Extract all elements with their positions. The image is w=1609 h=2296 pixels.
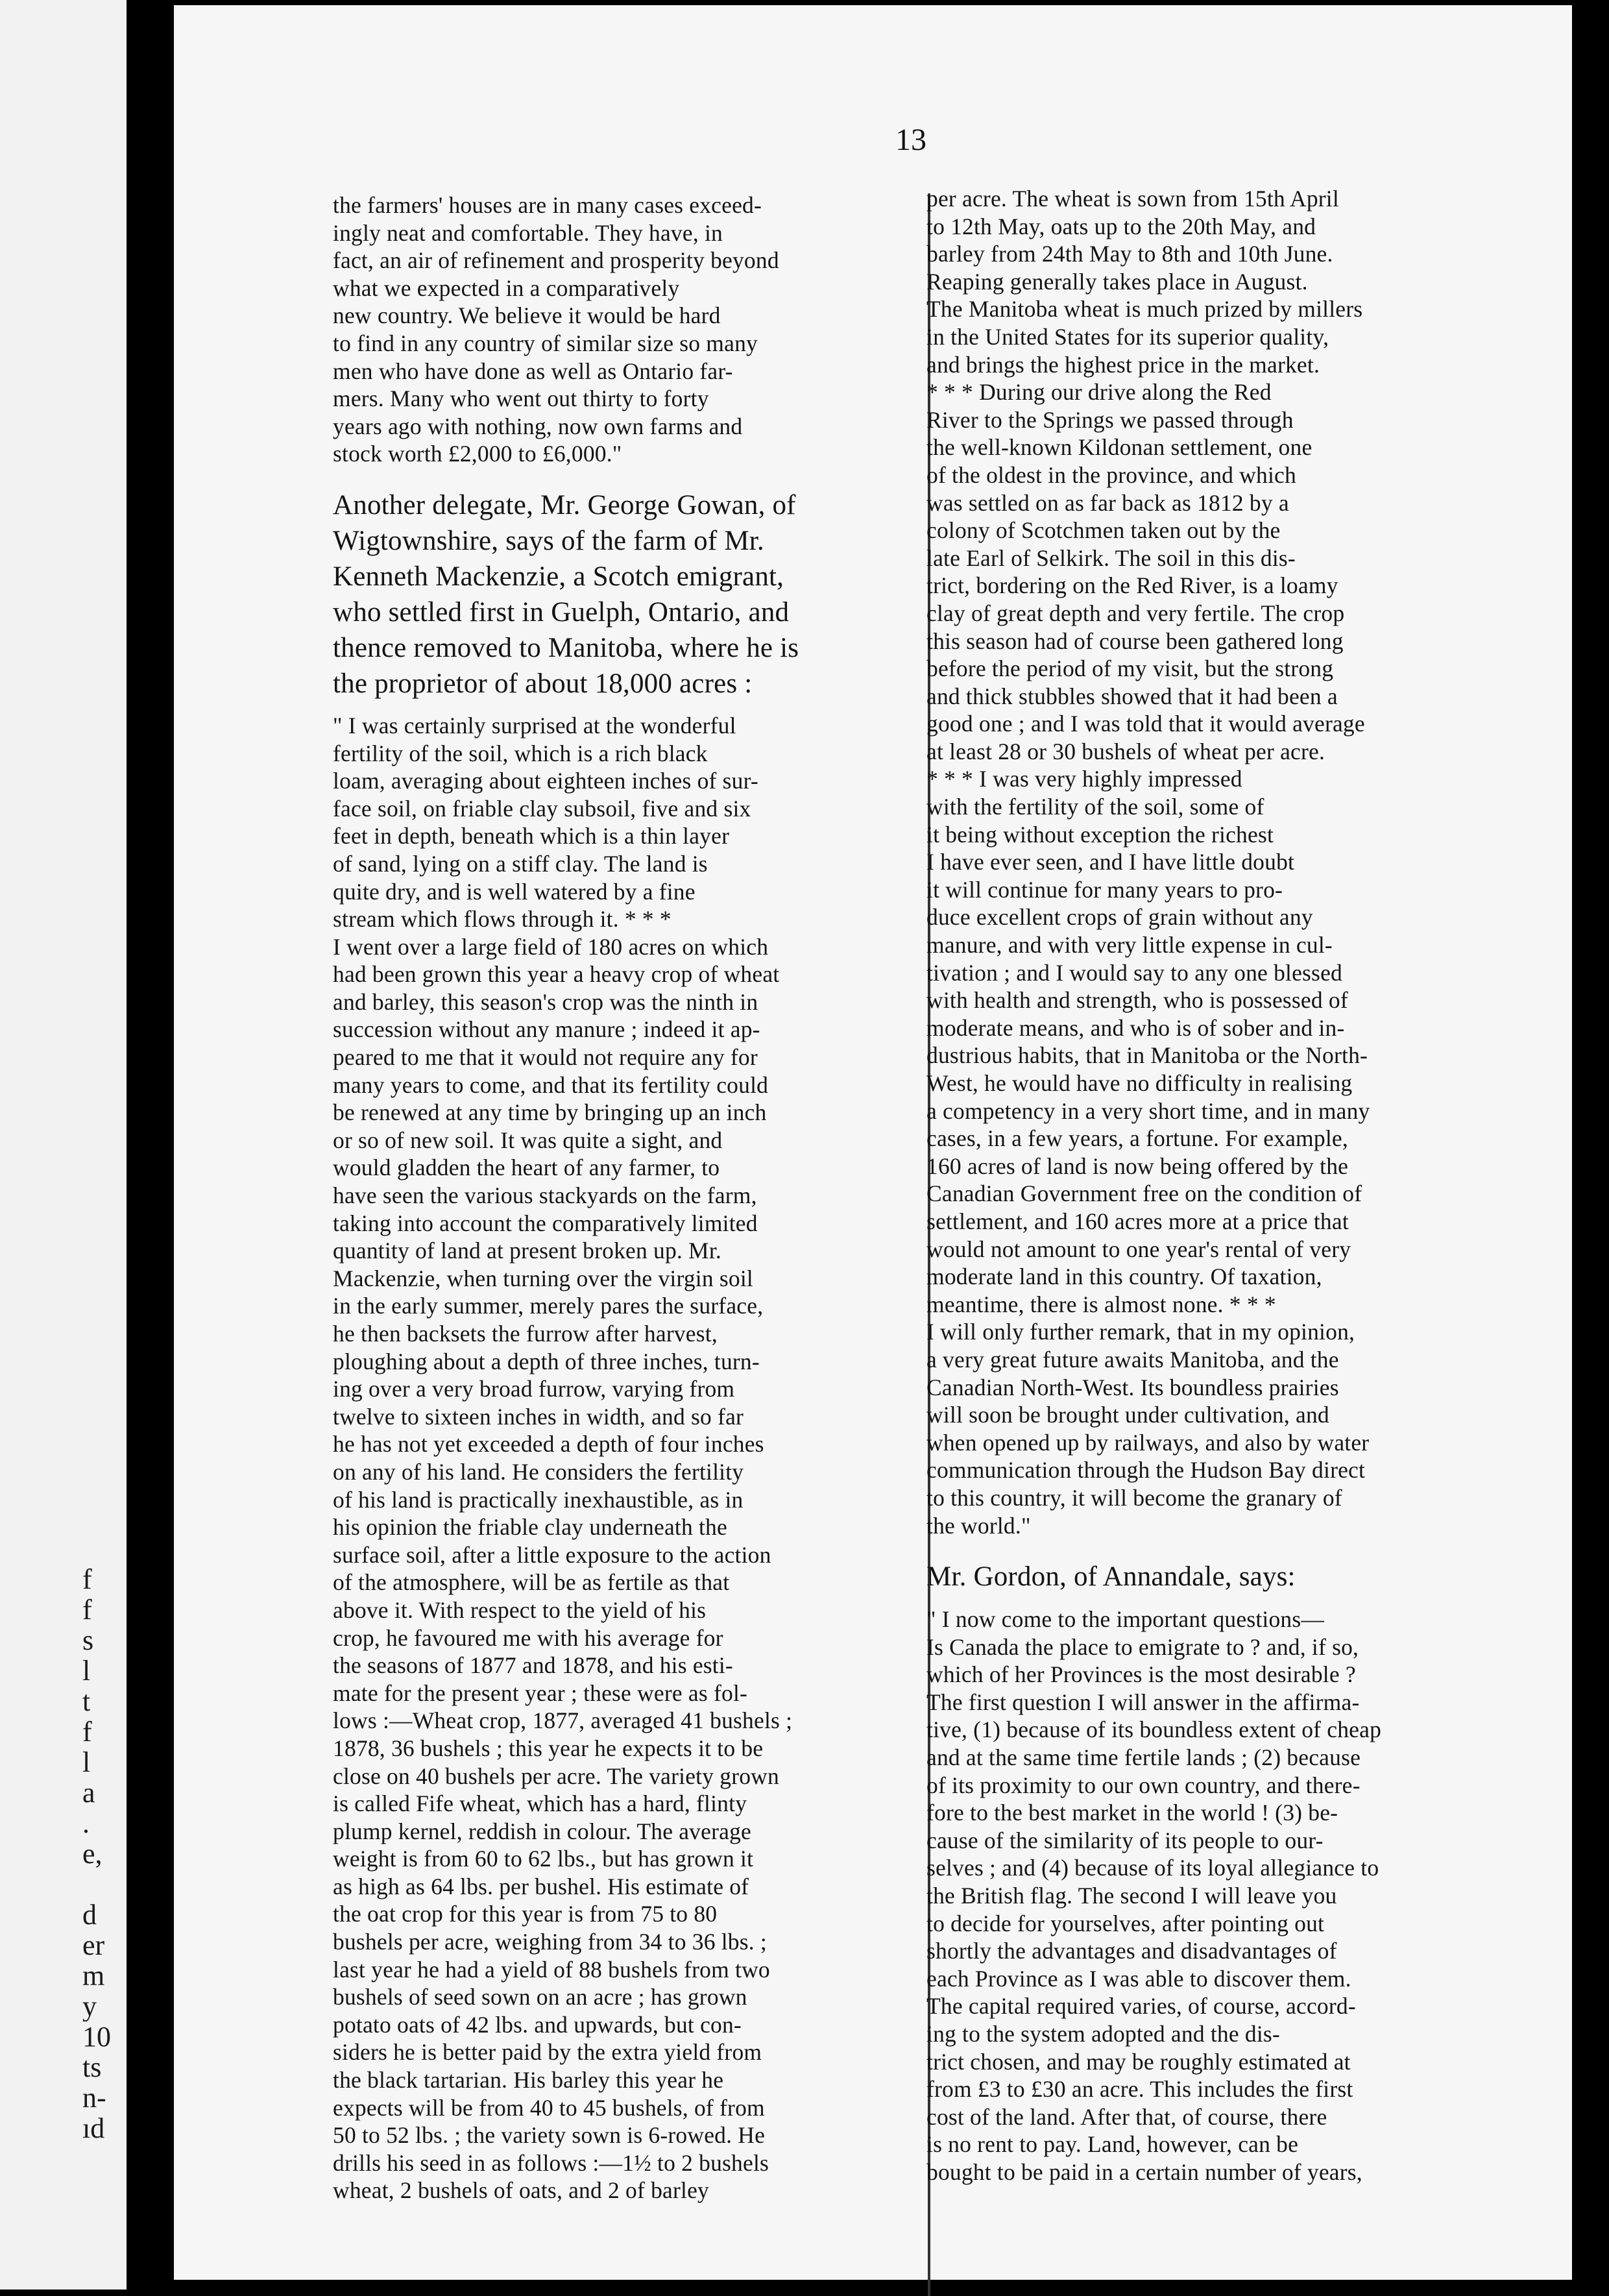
text-line: plump kernel, reddish in colour. The average <box>333 1818 751 1844</box>
text-line: to find in any country of similar size so many <box>333 330 758 356</box>
text-line: to decide for yourselves, after pointing out <box>926 1910 1325 1936</box>
text-line: The Manitoba wheat is much prized by millers <box>926 296 1363 323</box>
margin-fragment: f <box>82 1594 92 1625</box>
text-line: cost of the land. After that, of course, there <box>926 2103 1327 2130</box>
text-line: Another delegate, Mr. George Gowan, of <box>333 489 796 520</box>
text-line: which of her Provinces is the most desirable ? <box>926 1661 1356 1688</box>
text-line: face soil, on friable clay subsoil, five and six <box>333 795 751 822</box>
text-line: would gladden the heart of any farmer, to <box>333 1154 720 1181</box>
margin-fragment: n- <box>82 2082 106 2113</box>
text-line: 1878, 36 bushels ; this year he expects it to be <box>333 1735 764 1761</box>
right-text-column <box>926 185 1527 2186</box>
text-line: is called Fife wheat, which has a hard, flinty <box>333 1790 747 1817</box>
left-text-column <box>333 191 930 2204</box>
text-line: ing over a very broad furrow, varying from <box>333 1376 735 1402</box>
text-line: and barley, this season's crop was the ninth in <box>333 988 758 1015</box>
text-line: and brings the highest price in the market. <box>926 351 1320 378</box>
text-line: fore to the best market in the world ! (3) be- <box>926 1800 1338 1826</box>
text-line: * * * I was very highly impressed <box>926 766 1242 792</box>
text-line: thence removed to Manitoba, where he is <box>333 632 799 663</box>
text-line: fertility of the soil, which is a rich black <box>333 740 708 766</box>
paragraph-mackenzie-quote <box>333 712 930 2204</box>
text-line: shortly the advantages and disadvantages of <box>926 1938 1337 1964</box>
text-line: the seasons of 1877 and 1878, and his esti- <box>333 1652 733 1679</box>
text-line: years ago with nothing, now own farms and <box>333 413 743 439</box>
paragraph-farmers-houses <box>333 191 930 468</box>
text-line: I went over a large field of 180 acres on which <box>333 933 769 960</box>
text-line: " I now come to the important questions— <box>926 1606 1325 1633</box>
text-line: would not amount to one year's rental of very <box>926 1236 1351 1262</box>
text-line: quite dry, and is well watered by a fine <box>333 878 696 905</box>
text-line: a very great future awaits Manitoba, and the <box>926 1346 1339 1373</box>
text-line: clay of great depth and very fertile. The crop <box>926 600 1345 626</box>
text-line: in the early summer, merely pares the surface, <box>333 1293 764 1319</box>
text-line: the proprietor of about 18,000 acres : <box>333 668 753 699</box>
text-line: new country. We believe it would be hard <box>333 302 721 329</box>
margin-fragment: a <box>82 1777 95 1808</box>
text-line: 50 to 52 lbs. ; the variety sown is 6-rowed. He <box>333 2122 766 2149</box>
text-line: bought to be paid in a certain number of years, <box>926 2158 1362 2185</box>
text-line: meantime, there is almost none. * * * <box>926 1291 1276 1317</box>
text-line: of the oldest in the province, and which <box>926 461 1296 488</box>
text-line: settlement, and 160 acres more at a price that <box>926 1208 1349 1234</box>
text-line: of his land is practically inexhaustible, as in <box>333 1486 744 1513</box>
text-line: 160 acres of land is now being offered by the <box>926 1153 1349 1179</box>
text-line: barley from 24th May to 8th and 10th June. <box>926 241 1333 267</box>
text-line: he has not yet exceeded a depth of four inches <box>333 1431 764 1458</box>
text-line: manure, and with very little expense in cul- <box>926 932 1333 959</box>
text-line: and at the same time fertile lands ; (2) because <box>926 1744 1361 1771</box>
text-line: mate for the present year ; these were as fol- <box>333 1679 748 1706</box>
text-line: with health and strength, who is possessed of <box>926 987 1348 1014</box>
text-line: selves ; and (4) because of its loyal allegiance to <box>926 1855 1379 1881</box>
text-line: Reaping generally takes place in August. <box>926 268 1308 295</box>
text-line: The capital required varies, of course, accord- <box>926 1993 1356 2020</box>
text-line: is no rent to pay. Land, however, can be <box>926 2131 1299 2158</box>
margin-fragment: ıd <box>82 2113 105 2143</box>
text-line: the black tartarian. His barley this year he <box>333 2067 724 2094</box>
text-line: to 12th May, oats up to the 20th May, and <box>926 213 1316 239</box>
text-line: it will continue for many years to pro- <box>926 876 1283 903</box>
text-line: twelve to sixteen inches in width, and so far <box>333 1403 744 1430</box>
text-line: drills his seed in as follows :—1½ to 2 bushels <box>333 2149 769 2176</box>
text-line: tive, (1) because of its boundless extent of cheap <box>926 1716 1382 1743</box>
text-line: many years to come, and that its fertility could <box>333 1071 769 1098</box>
text-line: a competency in a very short time, and in many <box>926 1097 1370 1124</box>
text-line: stream which flows through it. * * * <box>333 906 671 933</box>
text-line: of its proximity to our own country, and there- <box>926 1772 1361 1798</box>
text-line: the farmers' houses are in many cases exceed- <box>333 192 762 218</box>
text-line: communication through the Hudson Bay direct <box>926 1457 1366 1484</box>
text-line: quantity of land at present broken up. Mr. <box>333 1238 721 1264</box>
text-line: Mackenzie, when turning over the virgin soil <box>333 1265 753 1291</box>
book-page <box>174 5 1572 2280</box>
text-line: siders he is better paid by the extra yield from <box>333 2039 762 2066</box>
text-line: good one ; and I was told that it would average <box>926 711 1365 737</box>
text-line: taking into account the comparatively limited <box>333 1210 758 1236</box>
text-line: Canadian North-West. Its boundless prairies <box>926 1374 1339 1400</box>
text-line: ingly neat and comfortable. They have, in <box>333 219 723 246</box>
text-line: from £3 to £30 an acre. This includes the first <box>926 2076 1353 2103</box>
text-line: trict chosen, and may be roughly estimated at <box>926 2048 1351 2075</box>
margin-fragment: d <box>82 1899 97 1930</box>
text-line: what we expected in a comparatively <box>333 275 680 301</box>
text-line: I will only further remark, that in my opinion, <box>926 1319 1355 1345</box>
text-line: had been grown this year a heavy crop of wheat <box>333 961 780 988</box>
text-line: Is Canada the place to emigrate to ? and, if so, <box>926 1633 1359 1660</box>
text-line: moderate means, and who is of sober and in- <box>926 1014 1345 1041</box>
text-line: ploughing about a depth of three inches, turn- <box>333 1348 760 1374</box>
text-line: the oat crop for this year is from 75 to 80 <box>333 1901 718 1927</box>
paragraph-wheat-sowing <box>926 185 1527 1539</box>
margin-fragment: t <box>82 1686 91 1716</box>
text-line: was settled on as far back as 1812 by a <box>926 489 1289 516</box>
text-line: I have ever seen, and I have little doubt <box>926 849 1295 875</box>
text-line: loam, averaging about eighteen inches of sur- <box>333 768 758 794</box>
margin-fragment: ts <box>82 2052 102 2082</box>
paragraph-george-gowan-intro <box>333 487 930 702</box>
text-line: mers. Many who went out thirty to forty <box>333 385 709 412</box>
margin-fragment: m <box>82 1960 105 1991</box>
text-line: Kenneth Mackenzie, a Scotch emigrant, <box>333 561 784 592</box>
text-line: or so of new soil. It was quite a sight, and <box>333 1127 723 1153</box>
text-line: each Province as I was able to discover them. <box>926 1965 1351 1992</box>
text-line: per acre. The wheat is sown from 15th April <box>926 186 1339 212</box>
page-number: 13 <box>895 123 926 157</box>
margin-fragment: er <box>82 1930 105 1960</box>
margin-fragment: l <box>82 1747 91 1777</box>
text-line: have seen the various stackyards on the farm, <box>333 1182 757 1209</box>
text-line: when opened up by railways, and also by water <box>926 1429 1370 1456</box>
text-line: the British flag. The second I will leave you <box>926 1883 1337 1909</box>
text-line: in the United States for its superior quality, <box>926 323 1329 350</box>
text-line: and thick stubbles showed that it had been a <box>926 683 1338 709</box>
text-line: to this country, it will become the granary of <box>926 1484 1342 1511</box>
paragraph-gordon-quote <box>926 1606 1527 2186</box>
text-line: bushels per acre, weighing from 34 to 36 lbs. ; <box>333 1929 767 1955</box>
text-line: West, he would have no difficulty in realising <box>926 1070 1353 1096</box>
text-line: it being without exception the richest <box>926 821 1274 848</box>
text-line: of sand, lying on a stiff clay. The land is <box>333 850 708 877</box>
text-line: men who have done as well as Ontario far- <box>333 358 733 384</box>
text-line: the well-known Kildonan settlement, one <box>926 434 1313 461</box>
text-line: * * * During our drive along the Red <box>926 379 1272 406</box>
facing-page-edge <box>0 0 127 2290</box>
text-line: stock worth £2,000 to £6,000." <box>333 441 622 467</box>
margin-fragment: . <box>82 1808 90 1838</box>
text-line: " I was certainly surprised at the wonderful <box>333 712 736 739</box>
text-line: last year he had a yield of 88 bushels from two <box>333 1956 770 1983</box>
text-line: trict, bordering on the Red River, is a loamy <box>926 572 1338 599</box>
text-line: Canadian Government free on the condition of <box>926 1180 1362 1207</box>
facing-page-text-fragments <box>82 1564 121 2143</box>
margin-fragment: e, <box>82 1838 103 1869</box>
margin-fragment: 10 <box>82 2021 111 2052</box>
text-line: tivation ; and I would say to any one blessed <box>926 959 1342 986</box>
text-line: his opinion the friable clay underneath the <box>333 1514 727 1541</box>
text-line: cause of the similarity of its people to our- <box>926 1827 1324 1853</box>
text-line: Wigtownshire, says of the farm of Mr. <box>333 525 764 556</box>
margin-fragment <box>82 1869 121 1899</box>
text-line: potato oats of 42 lbs. and upwards, but con- <box>333 2011 742 2038</box>
text-line: late Earl of Selkirk. The soil in this dis- <box>926 544 1296 571</box>
margin-fragment: f <box>82 1564 92 1594</box>
text-line: succession without any manure ; indeed it ap- <box>333 1016 760 1043</box>
margin-fragment: s <box>82 1625 94 1655</box>
text-line: be renewed at any time by bringing up an inch <box>333 1099 767 1126</box>
text-line: at least 28 or 30 bushels of wheat per acre. <box>926 738 1325 764</box>
text-line: as high as 64 lbs. per bushel. His estimate of <box>333 1873 749 1899</box>
text-line: expects will be from 40 to 45 bushels, of from <box>333 2094 765 2121</box>
text-line: he then backsets the furrow after harvest, <box>333 1321 718 1347</box>
text-line: moderate land in this country. Of taxation, <box>926 1264 1322 1290</box>
text-line: wheat, 2 bushels of oats, and 2 of barley <box>333 2177 709 2204</box>
margin-fragment: l <box>82 1655 91 1686</box>
text-line: dustrious habits, that in Manitoba or the North- <box>926 1042 1368 1069</box>
text-line: close on 40 bushels per acre. The variety grown <box>333 1763 779 1789</box>
margin-fragment: y <box>82 1991 97 2021</box>
text-line: feet in depth, beneath which is a thin layer <box>333 823 730 849</box>
text-line: lows :—Wheat crop, 1877, averaged 41 bushels ; <box>333 1707 793 1734</box>
text-line: River to the Springs we passed through <box>926 406 1294 433</box>
margin-fragment: f <box>82 1716 92 1747</box>
text-line: on any of his land. He considers the fertility <box>333 1458 744 1485</box>
text-line: surface soil, after a little exposure to the action <box>333 1541 771 1568</box>
text-line: weight is from 60 to 62 lbs., but has grown it <box>333 1846 754 1872</box>
text-line: with the fertility of the soil, some of <box>926 794 1264 820</box>
text-line: fact, an air of refinement and prosperity beyond <box>333 247 779 274</box>
text-line: will soon be brought under cultivation, and <box>926 1402 1329 1428</box>
text-line: above it. With respect to the yield of his <box>333 1596 707 1623</box>
text-line: who settled first in Guelph, Ontario, and <box>333 596 790 628</box>
text-line: crop, he favoured me with his average for <box>333 1624 723 1651</box>
text-line: The first question I will answer in the affirma- <box>926 1689 1360 1715</box>
text-line: this season had of course been gathered long <box>926 628 1344 654</box>
text-line: duce excellent crops of grain without any <box>926 904 1313 931</box>
text-line: cases, in a few years, a fortune. For example, <box>926 1125 1348 1152</box>
text-line: bushels of seed sown on an acre ; has grown <box>333 1984 747 2010</box>
text-line: peared to me that it would not require any for <box>333 1044 758 1071</box>
section-heading-gordon: Mr. Gordon, of Annandale, says: <box>926 1561 1296 1593</box>
text-line: colony of Scotchmen taken out by the <box>926 517 1281 544</box>
text-line: ing to the system adopted and the dis- <box>926 2021 1280 2047</box>
text-line: before the period of my visit, but the strong <box>926 655 1334 682</box>
text-line: the world." <box>926 1512 1031 1539</box>
text-line: of the atmosphere, will be as fertile as that <box>333 1569 730 1596</box>
